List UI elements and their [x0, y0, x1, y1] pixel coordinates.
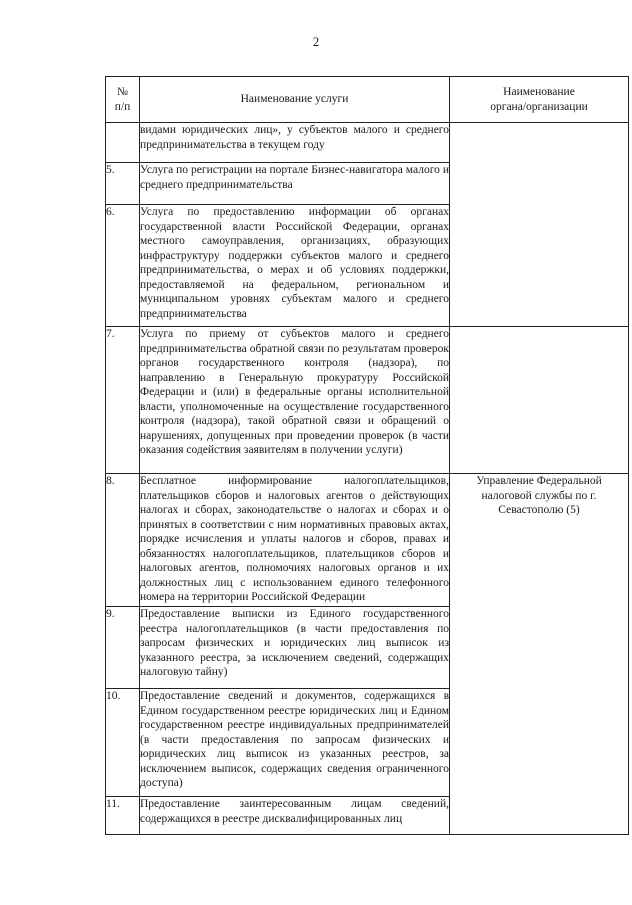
table-row — [106, 327, 629, 474]
service-name-text: Услуга по предоставлению информации об органах государственной власти Российской Федерации, органах местного самоуправления, организациях, образующих инфраструктуру поддержки субъектов малого и среднего предпринимательства, о мерах и об условиях поддержки, предоставляемой на федеральном, региональном и муниципальном уровнях субъектам малого и среднего предпринимательства — [140, 206, 449, 320]
organization-cell-empty — [450, 123, 629, 327]
service-name-cell — [140, 205, 450, 327]
service-name-cell — [140, 327, 450, 474]
row-number-cell — [106, 474, 140, 607]
organization-cell-empty — [450, 327, 629, 474]
services-table — [105, 76, 629, 835]
row-number-cell — [106, 205, 140, 327]
row-number: 10. — [106, 690, 121, 702]
row-number: 9. — [106, 608, 115, 620]
service-name-cell — [140, 163, 450, 205]
row-number-cell — [106, 607, 140, 689]
service-name-text: Услуга по регистрации на портале Бизнес-навигатора малого и среднего предпринимательства — [140, 164, 449, 191]
service-name-cell — [140, 123, 450, 163]
row-number-cell — [106, 327, 140, 474]
service-name-cell — [140, 607, 450, 689]
row-number-cell — [106, 163, 140, 205]
service-name-cell — [140, 474, 450, 607]
header-organization-label: Наименование органа/организации — [490, 85, 588, 113]
page-number: 2 — [312, 34, 320, 49]
row-number: 6. — [106, 206, 115, 218]
service-name-text: Предоставление заинтересованным лицам сведений, содержащихся в реестре дисквалифицированных лиц — [140, 798, 449, 825]
service-name-text: видами юридических лиц», у субъектов малого и среднего предпринимательства в текущем году — [140, 124, 449, 151]
table-row — [106, 474, 629, 607]
row-number: 5. — [106, 164, 115, 176]
header-service-name-label: Наименование услуги — [240, 93, 349, 106]
header-number-column — [106, 77, 140, 123]
service-name-text: Предоставление сведений и документов, содержащихся в Едином государственном реестре юридических лиц и Едином государственном реестре индивидуальных предпринимателей (в части предоставления по запросам физических и юридических лиц выписок из указанных реестров, за исключением выписок, содержащих сведения ограниченного доступа) — [140, 690, 449, 789]
row-number: 8. — [106, 475, 115, 487]
service-name-cell — [140, 797, 450, 835]
organization-cell-fns — [450, 474, 629, 835]
organization-name: Управление Федеральной налоговой службы по г. Севастополю (5) — [476, 475, 602, 516]
service-name-text: Предоставление выписки из Единого государственного реестра налогоплательщиков (в части предоставления по запросам физических и юридических лиц выписок из указанного реестра, за исключением сведений, содержащих налоговую тайну) — [140, 608, 449, 678]
service-name-cell — [140, 689, 450, 797]
header-number-label: № п/п — [114, 85, 131, 113]
header-service-name-column — [140, 77, 450, 123]
row-number: 11. — [106, 798, 120, 810]
row-number-cell — [106, 797, 140, 835]
header-organization-column — [450, 77, 629, 123]
row-number-cell — [106, 689, 140, 797]
service-name-text: Бесплатное информирование налогоплательщиков, плательщиков сборов и налоговых агентов о действующих налогах и сборах, законодательстве о налогах и сборах и о принятых в соответствии с ним нормативных правовых актах, порядке исчисления и уплаты налогов и сборов, правах и обязанностях налогоплательщиков, плательщиков сборов и налоговых агентов, полномочиях налоговых органов и их должностных лиц с использованием единого телефонного номера на территории Российской Федерации — [140, 475, 449, 603]
table-header-row — [106, 77, 629, 123]
service-name-text: Услуга по приему от субъектов малого и среднего предпринимательства обратной связи по результатам проверок органов государственного контроля (надзора), по направлению в Генеральную прокуратуру Российской Федерации и (или) в федеральные органы исполнительной власти, уполномоченные на осуществление государственного контроля (надзора), такой обратной связи и обращений о нарушениях, допущенных при проведении проверок (в части оказания содействия заявителям в получении услуги) — [140, 328, 449, 456]
table-row-continuation — [106, 123, 629, 163]
row-number: 7. — [106, 328, 115, 340]
row-number-cell — [106, 123, 140, 163]
